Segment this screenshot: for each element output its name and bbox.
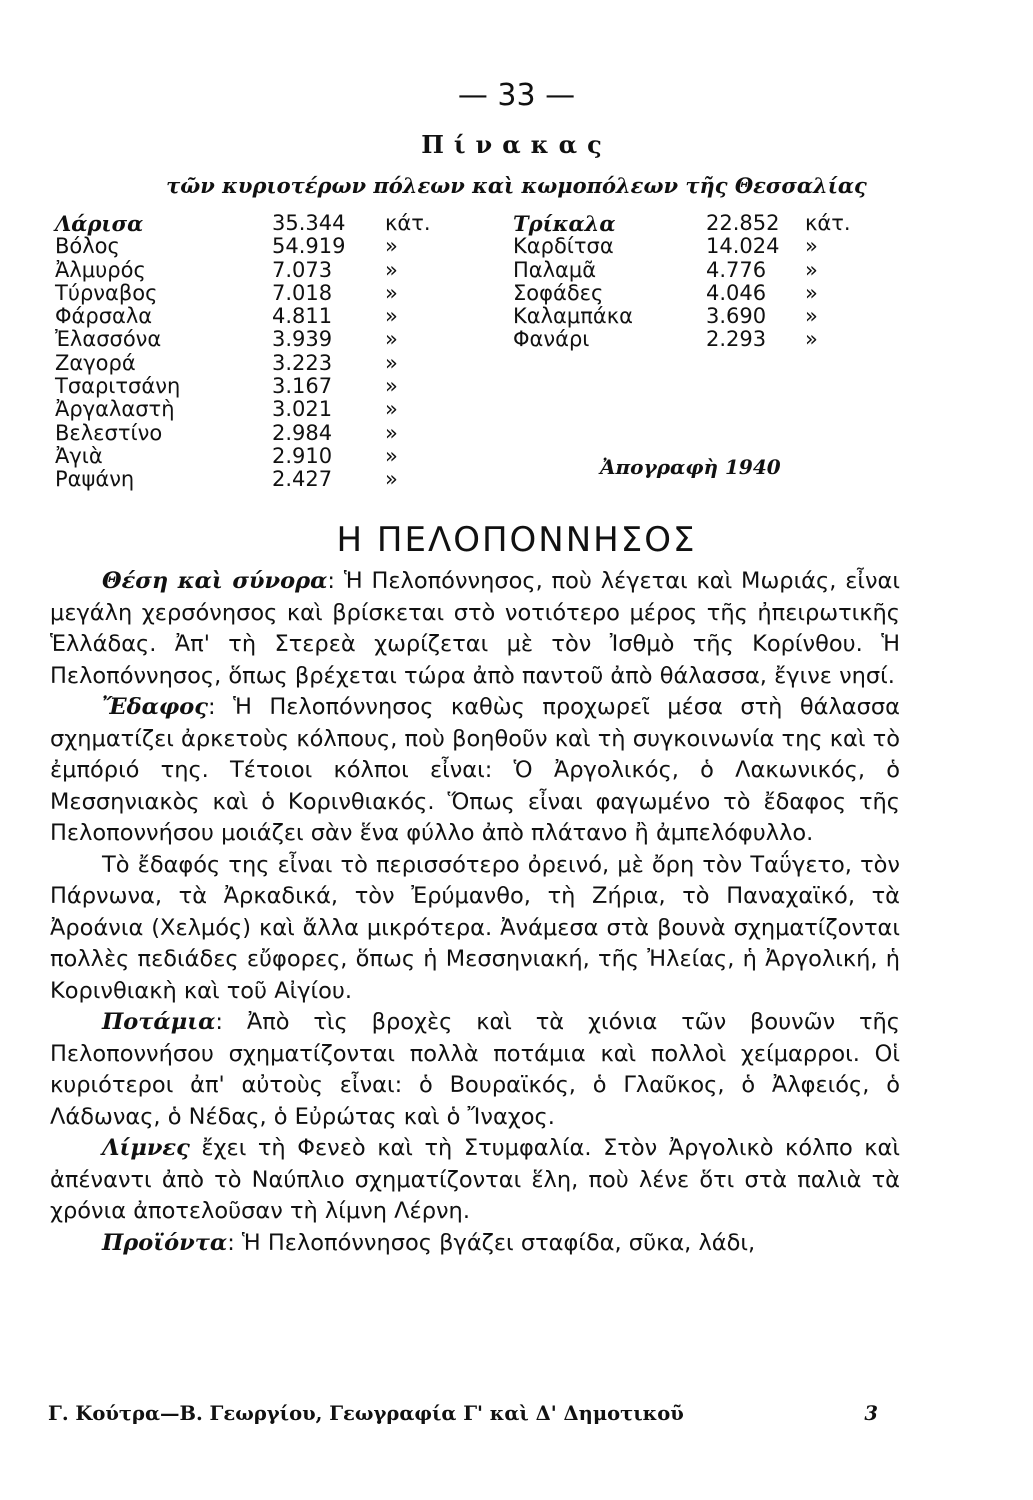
- city-name: Βόλος: [55, 234, 120, 259]
- paragraph: [50, 692, 900, 850]
- paragraph: [50, 850, 900, 1008]
- unit: »: [805, 234, 818, 259]
- population: 7.018: [272, 280, 333, 305]
- unit: »: [385, 234, 398, 259]
- unit: κάτ.: [805, 211, 851, 235]
- paragraph-label: Προϊόντα: [102, 1229, 228, 1256]
- paragraph-text: : Ἀπὸ τὶς βροχὲς καὶ τὰ χιόνια τῶν βουνῶν τῆς Πελοποννήσου σχηματίζονται πολλὰ ποτάμια καὶ πολλοὶ χείμαρροι. Οἱ κυριότεροι ἀπ' αὐτοὺς εἶναι: ὁ Βουραϊκός, ὁ Γλαῦκος, ὁ Ἀλφειός, ὁ Λάδωνας, ὁ Νέδας, ὁ Εὐρώτας καὶ ὁ Ἴναχος.: [50, 1009, 900, 1130]
- population: 4.046: [706, 280, 767, 305]
- unit: »: [805, 304, 818, 329]
- city-name: Καλαμπάκα: [513, 304, 633, 329]
- unit: »: [385, 257, 398, 282]
- city-name: Τσαριτσάνη: [55, 374, 181, 399]
- unit: »: [385, 327, 398, 352]
- unit: »: [385, 350, 398, 375]
- population: 2.427: [272, 467, 333, 492]
- city-name: Τρίκαλα: [513, 211, 616, 236]
- population: 35.344: [272, 211, 346, 235]
- census-note: Ἀπογραφὴ 1940: [600, 455, 781, 479]
- city-name: Ἀγιὰ: [55, 443, 103, 468]
- population: 3.939: [272, 327, 333, 352]
- city-name: Ἀργαλαστὴ: [55, 397, 175, 422]
- paragraph-text: Τὸ ἔδαφός της εἶναι τὸ περισσότερο ὀρεινό, μὲ ὄρη τὸν Ταΰγετο, τὸν Πάρνωνα, τὰ Ἀρκαδικά, τὸν Ἐρύμανθο, τὴ Ζήρια, τὸ Παναχαϊκό, τὰ Ἀροάνια (Χελμός) καὶ ἄλλα μικρότερα. Ἀνάμεσα στὰ βουνὰ σχηματίζονται πολλὲς πεδιάδες εὔφορες, ὅπως ἡ Μεσσηνιακή, τῆς Ἠλείας, ἡ Ἀργολική, ἡ Κορινθιακὴ καὶ τοῦ Αἰγίου.: [50, 851, 900, 1004]
- paragraph-label: Ποτάμια: [102, 1009, 216, 1035]
- table-title: Πίνακας: [421, 130, 612, 159]
- city-name: Ζαγορά: [55, 350, 136, 375]
- population: 14.024: [706, 234, 780, 259]
- city-name: Καρδίτσα: [513, 234, 614, 259]
- city-name: Λάρισα: [55, 211, 144, 236]
- population: 4.776: [706, 257, 767, 282]
- page-footer: [48, 1402, 878, 1425]
- population: 2.910: [272, 443, 333, 468]
- population: 3.690: [706, 304, 767, 329]
- population: 3.223: [272, 350, 333, 375]
- paragraph-text: : Ἡ Πελοπόννησος καθὼς προχωρεῖ μέσα στὴ θάλασσα σχηματίζει ἀρκετοὺς κόλπους, ποὺ βοηθοῦν καὶ τὴ συγκοινωνία της καὶ τὸ ἐμπόριό της. Τέτοιοι κόλποι εἶναι: Ὁ Ἀργολικός, ὁ Λακωνικός, ὁ Μεσσηνιακὸς καὶ ὁ Κορινθιακός. Ὅπως εἶναι φαγωμένο τὸ ἔδαφος τῆς Πελοποννήσου μοιάζει σὰν ἕνα φύλλο ἀπὸ πλάτανο ἢ ἀμπελόφυλλο.: [50, 694, 900, 846]
- city-name: Ἐλασσόνα: [55, 327, 162, 352]
- population: 54.919: [272, 234, 346, 259]
- city-name: Φάρσαλα: [55, 304, 153, 329]
- population: 4.811: [272, 304, 333, 329]
- unit: »: [385, 467, 398, 492]
- population: 3.167: [272, 374, 333, 399]
- unit: »: [805, 257, 818, 282]
- unit: κάτ.: [385, 211, 431, 235]
- population: 3.021: [272, 397, 333, 422]
- section-heading: Η ΠΕΛΟΠΟΝΝΗΣΟΣ: [336, 520, 697, 560]
- footer-signature: 3: [864, 1402, 878, 1425]
- paragraph-text: : Ἡ Πελοπόννησος, ποὺ λέγεται καὶ Μωριάς, εἶναι μεγάλη χερσόνησος καὶ βρίσκεται στὸ νοτιότερο μέρος τῆς ἠπειρωτικῆς Ἑλλάδας. Ἀπ' τὴ Στερεὰ χωρίζεται μὲ τὸν Ἰσθμὸ τῆς Κορίνθου. Ἡ Πελοπόννησος, ὅπως βρέχεται τώρα ἀπὸ παντοῦ ἀπὸ θάλασσα, ἔγινε νησί.: [50, 568, 900, 689]
- paragraph: [50, 1228, 900, 1260]
- paragraph-label: Λίμνες: [102, 1135, 190, 1161]
- population: 2.293: [706, 327, 767, 352]
- page-number: — 33 —: [457, 78, 576, 113]
- population: 7.073: [272, 257, 333, 282]
- city-name: Σοφάδες: [513, 280, 604, 305]
- unit: »: [805, 280, 818, 305]
- unit: »: [385, 397, 398, 422]
- city-name: Ραψάνη: [55, 467, 135, 492]
- paragraph: [50, 566, 900, 692]
- unit: »: [385, 374, 398, 399]
- paragraph-text: : Ἡ Πελοπόννησος βγάζει σταφίδα, σῦκα, λάδι,: [227, 1229, 756, 1256]
- population: 2.984: [272, 420, 333, 445]
- city-name: Τύρναβος: [55, 280, 158, 305]
- paragraph-label: Θέση καὶ σύνορα: [102, 568, 328, 594]
- paragraph: [50, 1133, 900, 1228]
- body-text: [50, 566, 900, 1259]
- unit: »: [805, 327, 818, 352]
- city-name: Παλαμᾶ: [513, 257, 597, 282]
- unit: »: [385, 280, 398, 305]
- paragraph-text: ἔχει τὴ Φενεὸ καὶ τὴ Στυμφαλία. Στὸν Ἀργολικὸ κόλπο καὶ ἀπέναντι ἀπὸ τὸ Ναύπλιο σχηματίζονται ἕλη, ποὺ λένε ὅτι στὰ παλιὰ τὰ χρόνια ἀποτελοῦσαν τὴ λίμνη Λέρνη.: [50, 1135, 900, 1224]
- paragraph: [50, 1007, 900, 1133]
- unit: »: [385, 443, 398, 468]
- unit: »: [385, 420, 398, 445]
- paragraph-label: Ἔδαφος: [102, 694, 208, 720]
- unit: »: [385, 304, 398, 329]
- population: 22.852: [706, 211, 780, 235]
- city-name: Ἀλμυρός: [55, 257, 146, 282]
- table-subtitle: τῶν κυριοτέρων πόλεων καὶ κωμοπόλεων τῆς Θεσσαλίας: [166, 173, 867, 198]
- footer-text: Γ. Κούτρα—Β. Γεωργίου, Γεωγραφία Γ' καὶ Δ' Δημοτικοῦ: [48, 1402, 684, 1425]
- city-name: Φανάρι: [513, 327, 590, 352]
- city-name: Βελεστίνο: [55, 420, 163, 445]
